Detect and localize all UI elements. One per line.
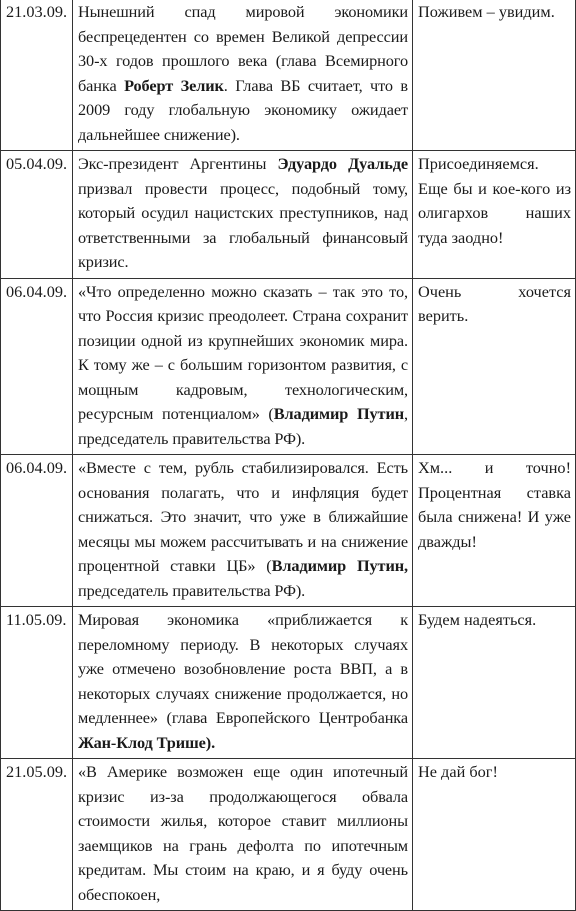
quote-text: Мировая экономика «приближается к переломному периоду. В некоторых случаях уже отмечено возобновление роста ВВП, а в некоторых случаях снижение продолжается, но медленнее» (глава Европейского Центробанка bbox=[78, 610, 408, 727]
table-row bbox=[1, 278, 576, 455]
quote-text: «В Америке возможен еще один ипотечный кризис из-за продолжающегося обвала стоимости жилья, которое ставит миллионы заемщиков на грань дефолта по ипотечным кредитам. Мы стоим на краю, и я буду очень обеспокоен, bbox=[78, 762, 408, 904]
quote-text-cell bbox=[73, 151, 413, 279]
quote-text: . Глава ВБ считает, что в 2009 году глобальную экономику ожидает дальнейшее снижение). bbox=[78, 75, 408, 144]
quote-text-cell bbox=[73, 455, 413, 607]
quote-text: «Вместе с тем, рубль стабилизировался. Есть основания полагать, что и инфляция будет снижаться. Это значит, что уже в ближайшие месяцы мы можем рассчитывать и на снижение процентной ставки ЦБ» ( bbox=[78, 458, 408, 575]
quote-text: Экс-президент Аргентины bbox=[78, 154, 278, 173]
quote-text: Нынешний спад мировой экономики беспрецедентен со времен Великой депрессии 30-х годов прошлого века (глава Всемирного банка bbox=[78, 2, 408, 95]
table-row bbox=[1, 759, 576, 911]
speaker-name: Владимир Путин bbox=[273, 404, 405, 423]
speaker-name: Эдуардо Дуальде bbox=[277, 154, 408, 173]
date-cell: 06.04.09. bbox=[1, 278, 73, 455]
comment-cell: Будем надеяться. bbox=[413, 607, 576, 759]
quote-text: , председатель правительства РФ). bbox=[78, 404, 408, 448]
quote-text: председатель правительства РФ). bbox=[78, 580, 306, 600]
quote-text: призвал провести процесс, подобный тому, который осудил нацистских преступников, над ответственными за глобальный финансовый кризис. bbox=[78, 178, 408, 271]
table-row bbox=[1, 0, 576, 151]
date-cell: 21.05.09. bbox=[1, 759, 73, 911]
speaker-name: Владимир Путин, bbox=[271, 556, 408, 575]
date-cell: 21.03.09. bbox=[1, 0, 73, 151]
speaker-name: Жан-Клод Трише). bbox=[78, 732, 216, 752]
comment-cell: Не дай бог! bbox=[413, 759, 576, 911]
comment-cell: Поживем – увидим. bbox=[413, 0, 576, 151]
quote-text-cell bbox=[73, 0, 413, 151]
table-row bbox=[1, 607, 576, 759]
date-cell: 05.04.09. bbox=[1, 151, 73, 279]
quote-text-cell bbox=[73, 759, 413, 911]
speaker-name: Роберт Зелик bbox=[124, 75, 224, 95]
comment-cell: Очень хочется верить. bbox=[413, 278, 576, 455]
date-cell: 06.04.09. bbox=[1, 455, 73, 607]
comment-cell: Присоединяемся. Еще бы и кое-кого из олигархов наших туда заодно! bbox=[413, 151, 576, 279]
quote-text-cell bbox=[73, 607, 413, 759]
quote-text-cell bbox=[73, 278, 413, 455]
quote-text: «Что определенно можно сказать – так это то, что Россия кризис преодолеет. Страна сохранит позиции одной из крупнейших экономик мира. К тому же – с большим горизонтом развития, с мощным кадровым, технологическим, ресурсным потенциалом» ( bbox=[78, 281, 408, 423]
table-row bbox=[1, 151, 576, 279]
date-cell: 11.05.09. bbox=[1, 607, 73, 759]
table-row bbox=[1, 455, 576, 607]
comment-cell: Хм... и точно! Процентная ставка была снижена! И уже дважды! bbox=[413, 455, 576, 607]
quotes-table-body bbox=[1, 0, 576, 911]
